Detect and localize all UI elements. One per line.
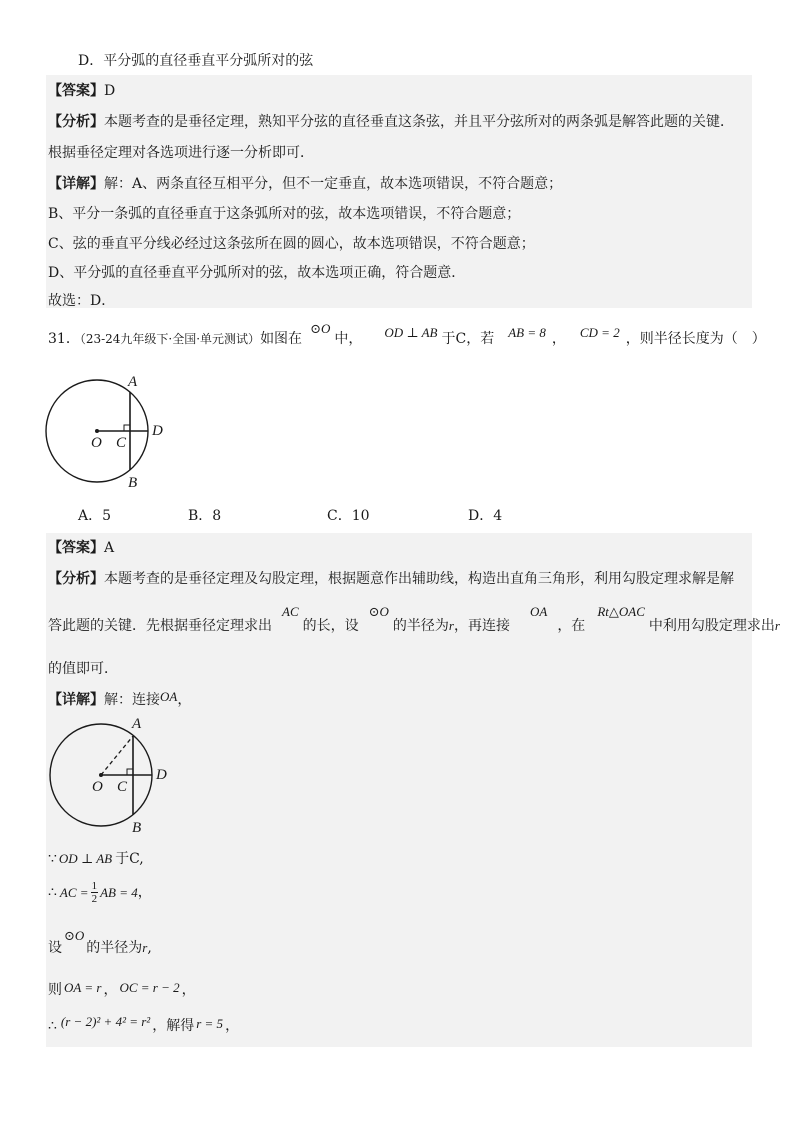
solution-analysis-line3: 的值即可． (48, 661, 118, 677)
detail-intro-text: 解：连接 (104, 692, 160, 708)
one-half-fraction (91, 880, 99, 905)
right-angle-mark (124, 425, 130, 431)
step2-end: ， (137, 884, 152, 901)
step5-text: ，解得 (152, 1018, 195, 1034)
prev-conclusion: 故选：D． (48, 293, 116, 309)
step2-therefore: ∴ (48, 884, 57, 901)
step2-lhs: AC = (59, 884, 89, 900)
analysis-text-2f: 中利用勾股定理求出 (648, 618, 775, 634)
step4-oc-eq: OC = r − 2 (119, 980, 180, 995)
detail-intro-comma: ， (177, 692, 192, 708)
solution-analysis-label: 【分析】 (48, 571, 104, 587)
analysis-r: r (448, 618, 454, 633)
solution-step4 (48, 979, 196, 999)
prev-detail-line1 (48, 173, 562, 193)
label-a: A (128, 374, 138, 390)
analysis-text-2d: ，再连接 (453, 618, 510, 634)
step4-oa-eq: OA = r (64, 980, 102, 995)
step1-text: 于C, (115, 851, 144, 867)
analysis-text-2a: 答此题的关键．先根据垂径定理求出 (48, 618, 272, 634)
step3-text: 的半径为 (86, 940, 143, 956)
question-number: 31． (48, 331, 80, 347)
solution-label-d: D (156, 767, 167, 783)
solution-right-angle-mark (127, 769, 133, 775)
step4-then: 则 (48, 982, 62, 998)
solution-label-b: B (132, 820, 142, 836)
question-text-4: ，则半径长度为（ ） (625, 331, 766, 347)
fraction-numerator: 1 (91, 880, 98, 892)
solution-label-o: O (92, 779, 103, 795)
step2-rhs: AB = 4 (100, 884, 138, 900)
analysis-ac: AC (282, 604, 299, 619)
solution-answer-label: 【答案】 (48, 540, 104, 556)
step3-r: r (142, 940, 148, 955)
solution-answer-value: A (104, 540, 115, 556)
option-a: A．5 (78, 508, 112, 524)
solution-analysis-line1 (48, 568, 734, 588)
analysis-oa: OA (529, 604, 548, 619)
step1-because: ∵ (48, 851, 57, 867)
analysis-text-2c: 的半径为 (392, 618, 449, 634)
option-b: B．8 (188, 508, 222, 524)
prev-answer-label: 【答案】 (48, 83, 104, 99)
solution-step1 (48, 848, 144, 868)
prev-detail-text: 解：A、两条直径互相平分，但不一定垂直，故本选项错误，不符合题意； (104, 176, 563, 192)
question-text-3: 于C，若 (441, 331, 495, 347)
step5-equation: (r − 2)² + 4² = r² (60, 1014, 151, 1029)
prev-option-d: D．平分弧的直径垂直平分弧所对的弦 (78, 53, 314, 69)
prev-detail-line3: C、弦的垂直平分线必经过这条弦所在圆的圆心，故本选项错误，不符合题意； (48, 236, 535, 252)
step5-therefore: ∴ (48, 1018, 57, 1034)
solution-label-c: C (117, 779, 128, 795)
label-d: D (152, 423, 163, 439)
step3-circle-o: ⊙O (64, 928, 85, 943)
analysis-circle-o: ⊙O (368, 604, 389, 619)
prev-answer (48, 80, 115, 100)
label-b: B (128, 475, 138, 491)
question-source: （23-24九年级下·全国·单元测试） (79, 332, 261, 346)
solution-analysis-text-1: 本题考查的是垂径定理及勾股定理，根据题意作出辅助线，构造出直角三角形，利用勾股定理求解是解 (104, 571, 734, 587)
step4-sep: ， (103, 982, 118, 998)
label-c: C (116, 435, 127, 451)
option-d: D．4 (468, 508, 503, 524)
analysis-text-2b: 的长，设 (302, 618, 359, 634)
solution-detail-label: 【详解】 (48, 692, 104, 708)
solution-step2 (48, 880, 152, 905)
question-ab-eq: AB = 8 (508, 325, 546, 340)
solution-figure (40, 710, 180, 840)
label-o: O (91, 435, 102, 451)
analysis-text-2e: ，在 (557, 618, 586, 634)
question-comma: ， (551, 331, 566, 347)
question-text-1: 如图在 (260, 331, 303, 347)
prev-detail-label: 【详解】 (48, 176, 104, 192)
prev-analysis-line1 (48, 111, 734, 131)
question-text-2: 中， (334, 331, 363, 347)
prev-detail-line2: B、平分一条弧的直径垂直于这条弧所对的弦，故本选项错误，不符合题意； (48, 206, 521, 222)
question-circle-o: ⊙O (310, 321, 331, 336)
step3-end: , (147, 940, 152, 956)
solution-detail-intro (48, 689, 191, 709)
solution-answer (48, 537, 114, 557)
solution-label-a: A (132, 716, 142, 732)
prev-analysis-line2: 根据垂径定理对各选项进行逐一分析即可． (48, 145, 314, 161)
fraction-denominator: 2 (91, 893, 98, 905)
question-stem (48, 321, 766, 348)
step1-math: OD ⊥ AB (58, 851, 113, 866)
step3-set: 设 (48, 940, 62, 956)
option-c: C．10 (327, 508, 370, 524)
step5-result: r = 5 (196, 1016, 224, 1031)
step5-end: ， (225, 1018, 240, 1034)
prev-analysis-label: 【分析】 (48, 114, 104, 130)
question-od-perp-ab: OD ⊥ AB (384, 325, 438, 340)
analysis-rt-oac: Rt△OAC (597, 604, 645, 619)
center-point-o (95, 429, 99, 433)
step4-end: ， (181, 982, 196, 998)
question-figure (40, 365, 180, 495)
question-cd-eq: CD = 2 (579, 325, 620, 340)
prev-answer-value: D (104, 83, 116, 99)
solution-analysis-line2 (48, 604, 780, 635)
prev-analysis-text: 本题考查的是垂径定理，熟知平分弦的直径垂直这条弦，并且平分弦所对的两条弧是解答此题的关键． (104, 114, 734, 130)
prev-detail-line4: D、平分弧的直径垂直平分弧所对的弦，故本选项正确，符合题意． (48, 265, 466, 281)
solution-step3 (48, 928, 152, 957)
detail-oa: OA (160, 689, 178, 704)
analysis-r-end: r (774, 618, 780, 633)
solution-center-point-o (99, 773, 103, 777)
solution-step5 (48, 1015, 239, 1035)
